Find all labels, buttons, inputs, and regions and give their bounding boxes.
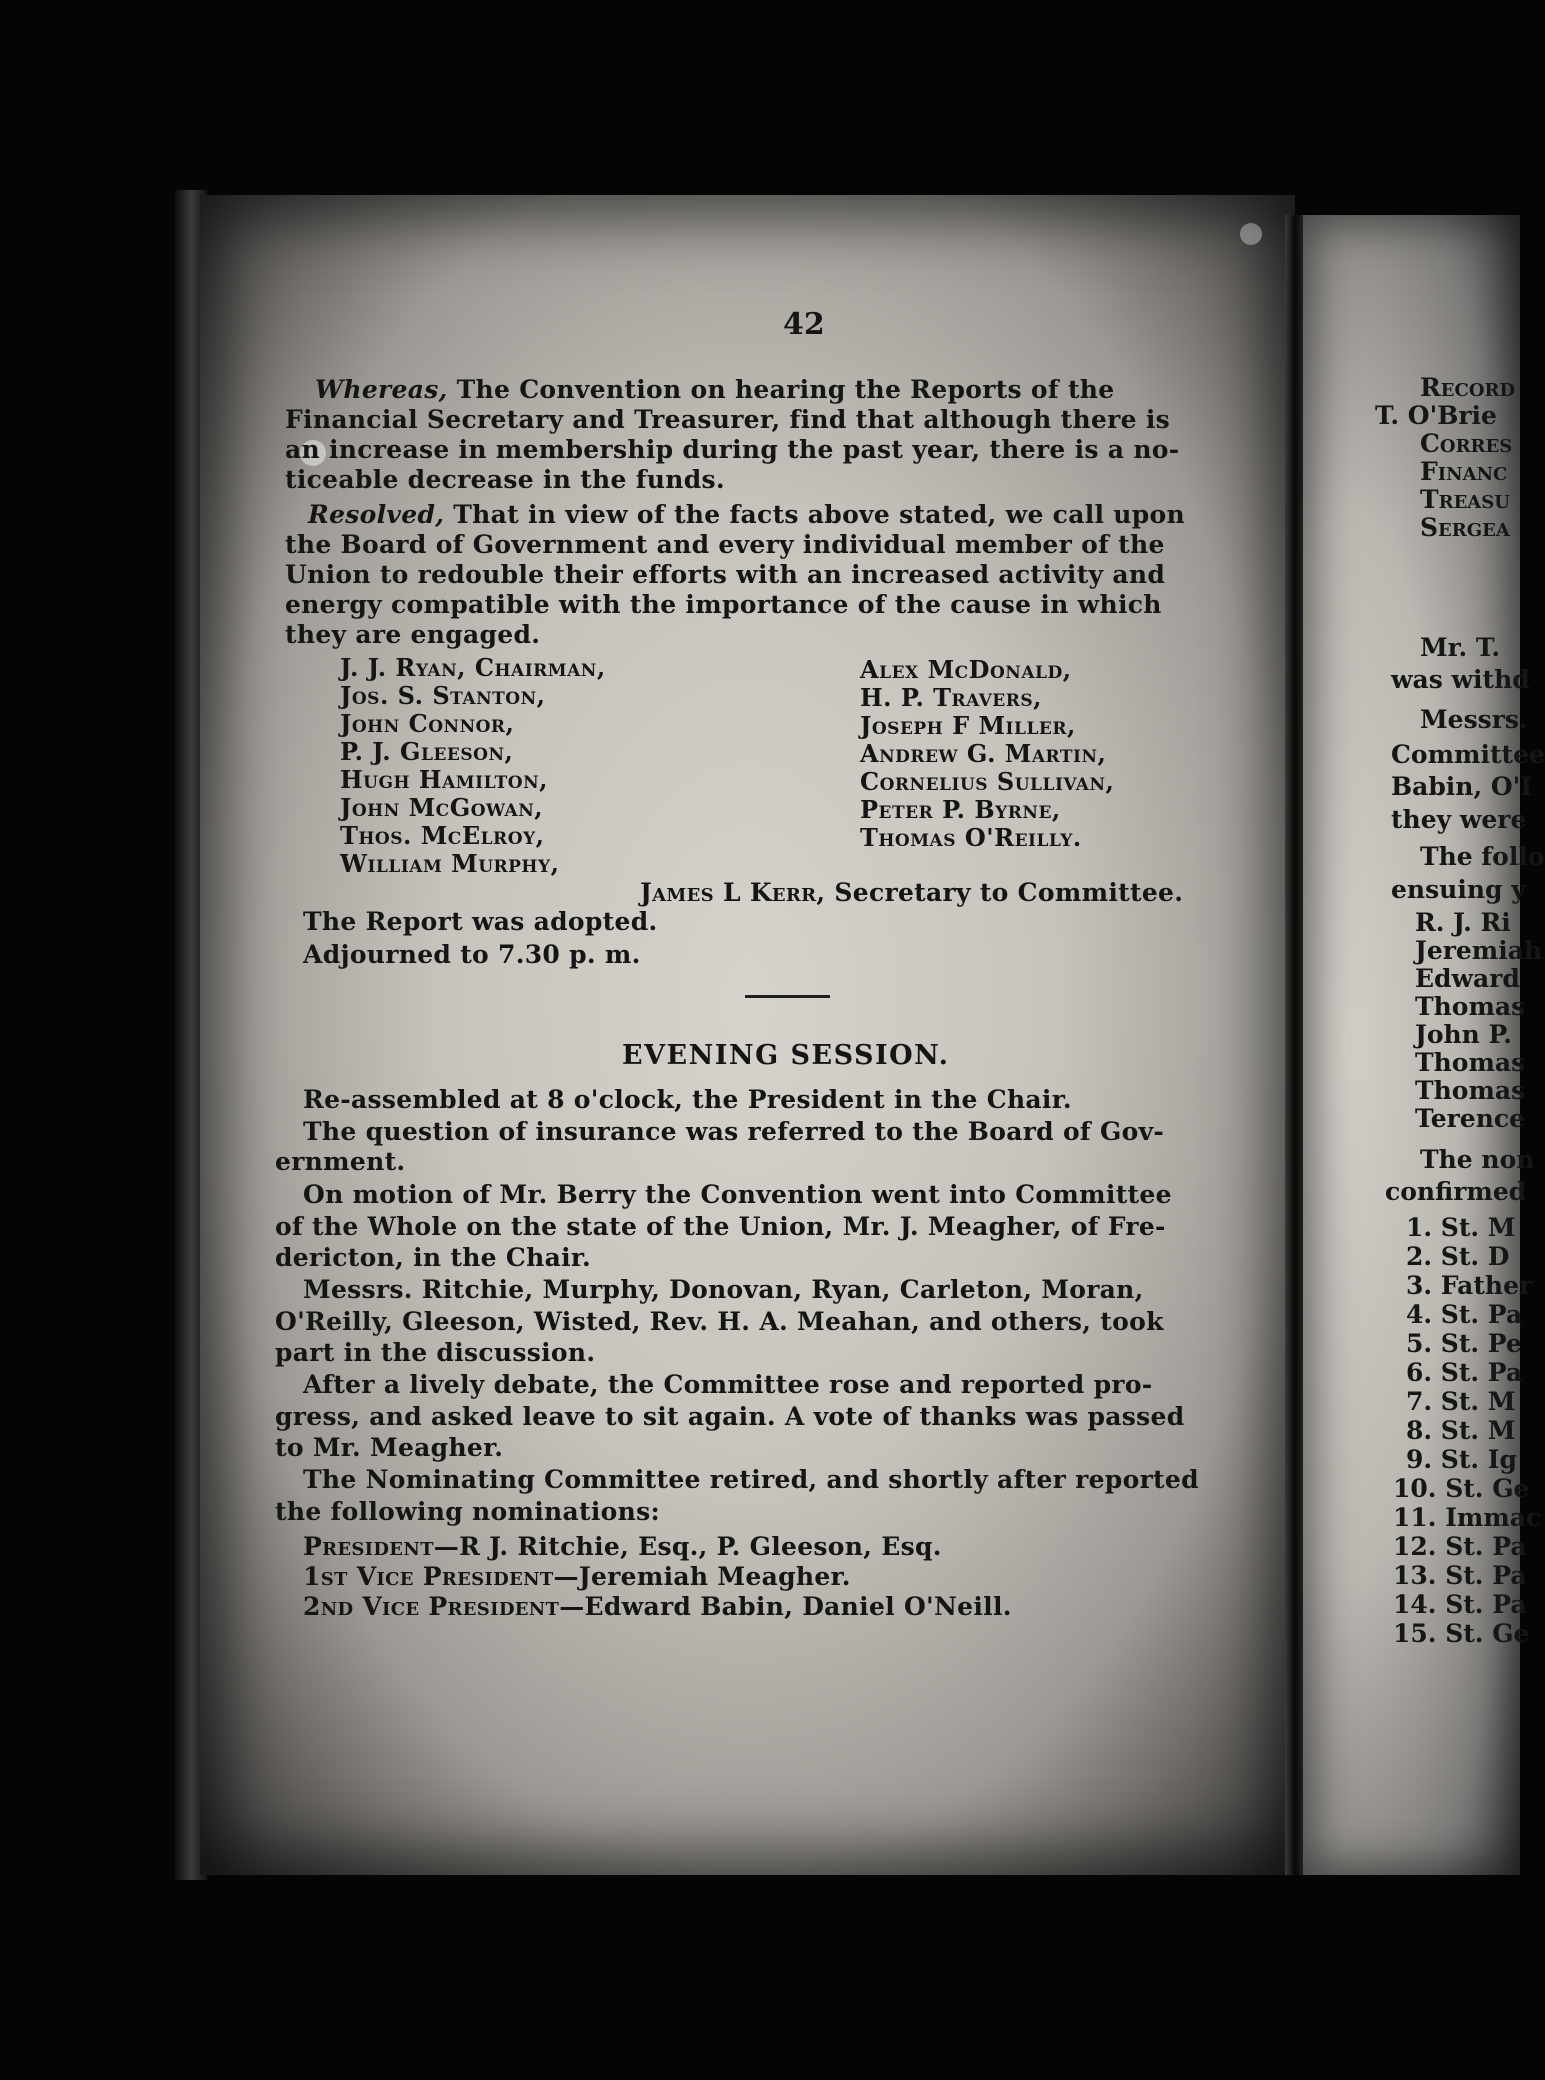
evening-line: Re-assembled at 8 o'clock, the President in the Chair. (303, 1085, 1072, 1114)
right-name: Thomas (1415, 1076, 1526, 1105)
right-line: Babin, O'I (1391, 772, 1533, 801)
resolved-line (308, 500, 1185, 529)
report-adopted: The Report was adopted. (303, 907, 658, 936)
secretary-name: James L Kerr, (640, 878, 826, 907)
page-number: 42 (783, 307, 825, 342)
right-line: Mr. T. (1420, 633, 1501, 662)
evening-line: the following nominations: (275, 1497, 660, 1526)
right-name: Terence (1415, 1104, 1526, 1133)
committee-member: H. P. Travers, (860, 683, 1043, 712)
committee-member: Cornelius Sullivan, (860, 767, 1115, 796)
nomination-line (303, 1592, 1012, 1621)
right-numbered: 4. St. Pa (1406, 1300, 1523, 1329)
right-numbered: 7. St. M (1406, 1387, 1516, 1416)
nomination-line (303, 1562, 851, 1591)
committee-member: Jos. S. Stanton, (340, 681, 546, 710)
resolved-line: they are engaged. (285, 620, 541, 649)
committee-member: Joseph F Miller, (860, 711, 1076, 740)
resolved-label: Resolved, (308, 500, 445, 529)
evening-line: part in the discussion. (275, 1338, 596, 1367)
evening-line: The Nominating Committee retired, and shortly after reported (303, 1465, 1199, 1494)
right-line: The non (1420, 1145, 1535, 1174)
right-name: John P. (1415, 1020, 1512, 1049)
right-numbered: 14. St. Pa (1393, 1590, 1527, 1619)
whereas-line: ticeable decrease in the funds. (285, 465, 725, 494)
right-line: The follo (1420, 842, 1545, 871)
right-line: T. O'Brie (1375, 401, 1497, 430)
right-line: confirmed (1385, 1177, 1527, 1206)
evening-line: The question of insurance was referred to the Board of Gov- (303, 1117, 1165, 1146)
committee-member: Peter P. Byrne, (860, 795, 1061, 824)
whereas-label: Whereas, (315, 375, 448, 404)
right-line: ensuing y (1391, 875, 1526, 904)
evening-line: to Mr. Meagher. (275, 1433, 504, 1462)
whereas-text: The Convention on hearing the Reports of the (456, 375, 1115, 404)
right-numbered: 2. St. D (1406, 1242, 1510, 1271)
right-page (1303, 215, 1545, 1875)
left-page (200, 195, 1295, 1875)
nomination-office: 1st Vice President (303, 1562, 554, 1591)
resolved-text: That in view of the facts above stated, we call upon (453, 500, 1186, 529)
evening-session-heading: EVENING SESSION. (622, 1040, 950, 1071)
nomination-office: President (303, 1532, 434, 1561)
right-name: Thomas (1415, 1048, 1526, 1077)
right-numbered: 15. St. Ge (1393, 1619, 1530, 1648)
secretary-line (640, 878, 1183, 907)
right-numbered: 3. Father (1406, 1271, 1533, 1300)
nomination-line (303, 1532, 942, 1561)
right-name: Thomas (1415, 992, 1526, 1021)
secretary-role: Secretary to Committee. (834, 878, 1184, 907)
right-line: Treasu (1420, 485, 1510, 514)
whereas-line (315, 375, 1114, 404)
evening-line: Messrs. Ritchie, Murphy, Donovan, Ryan, Carleton, Moran, (303, 1275, 1144, 1304)
right-name: Edward (1415, 964, 1520, 993)
evening-line: dericton, in the Chair. (275, 1243, 592, 1272)
right-numbered: 9. St. Ig (1406, 1445, 1517, 1474)
page-gutter (1285, 215, 1303, 1875)
evening-line: gress, and asked leave to sit again. A vote of thanks was passed (275, 1402, 1185, 1431)
committee-member: John Connor, (340, 709, 515, 738)
right-numbered: 1. St. M (1406, 1213, 1516, 1242)
right-numbered: 10. St. Ge (1393, 1474, 1530, 1503)
right-line: Corres (1420, 429, 1513, 458)
evening-line: O'Reilly, Gleeson, Wisted, Rev. H. A. Meahan, and others, took (275, 1307, 1164, 1336)
right-numbered: 8. St. M (1406, 1416, 1516, 1445)
resolved-line: Union to redouble their efforts with an increased activity and (285, 560, 1166, 589)
right-numbered: 12. St. Pa (1393, 1532, 1527, 1561)
nomination-office: 2nd Vice President (303, 1592, 560, 1621)
evening-line: On motion of Mr. Berry the Convention went into Committee (303, 1180, 1172, 1209)
adjourned-line: Adjourned to 7.30 p. m. (303, 940, 641, 969)
committee-member: Hugh Hamilton, (340, 765, 548, 794)
right-numbered: 5. St. Pe (1406, 1329, 1522, 1358)
committee-member: William Murphy, (340, 849, 560, 878)
committee-member: Thos. McElroy, (340, 821, 545, 850)
right-name: R. J. Ri (1415, 908, 1511, 937)
evening-line: After a lively debate, the Committee rose and reported pro- (303, 1370, 1153, 1399)
committee-member: P. J. Gleeson, (340, 737, 514, 766)
committee-member: Alex McDonald, (860, 655, 1072, 684)
committee-member: J. J. Ryan, Chairman, (340, 653, 606, 682)
right-line: Record (1420, 373, 1516, 402)
committee-member: Thomas O'Reilly. (860, 823, 1082, 852)
nomination-names: —R J. Ritchie, Esq., P. Gleeson, Esq. (433, 1532, 942, 1561)
right-line: they were (1391, 805, 1527, 834)
evening-line: ernment. (275, 1147, 406, 1176)
right-line: Sergea (1420, 513, 1510, 542)
right-numbered: 6. St. Pa (1406, 1358, 1523, 1387)
whereas-line: Financial Secretary and Treasurer, find that although there is (285, 405, 1171, 434)
right-line: Financ (1420, 457, 1508, 486)
nomination-names: —Jeremiah Meagher. (553, 1562, 851, 1591)
committee-member: Andrew G. Martin, (860, 739, 1107, 768)
right-line: Committee (1391, 740, 1545, 769)
right-line: was withd (1391, 665, 1530, 694)
resolved-line: the Board of Government and every individual member of the (285, 530, 1165, 559)
section-divider (745, 995, 830, 998)
resolved-line: energy compatible with the importance of the cause in which (285, 590, 1162, 619)
nomination-names: —Edward Babin, Daniel O'Neill. (559, 1592, 1012, 1621)
right-line: Messrs. (1420, 705, 1528, 734)
committee-member: John McGowan, (340, 793, 544, 822)
right-numbered: 13. St. Pa (1393, 1561, 1527, 1590)
right-name: Jeremiah (1415, 936, 1543, 965)
paper-spot (1240, 223, 1262, 245)
whereas-line: an increase in membership during the past year, there is a no- (285, 435, 1180, 464)
right-numbered: 11. Immac (1393, 1503, 1542, 1532)
evening-line: of the Whole on the state of the Union, Mr. J. Meagher, of Fre- (275, 1212, 1166, 1241)
